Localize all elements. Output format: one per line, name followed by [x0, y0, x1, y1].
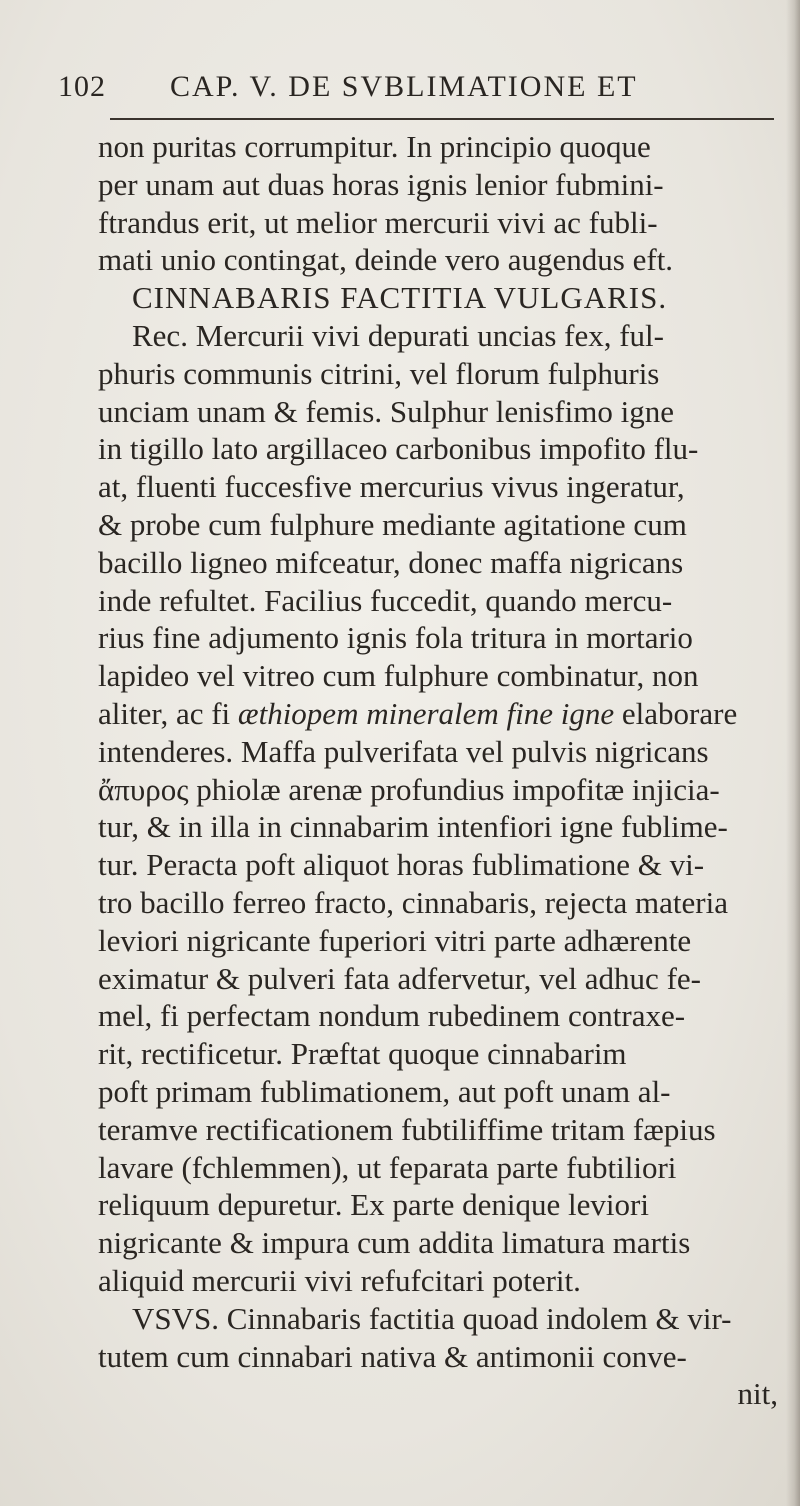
text-line: non puritas corrumpitur. In principio quoque	[98, 129, 651, 164]
text-line: lavare (fchlemmen), ut feparata parte fubtiliori	[98, 1149, 677, 1185]
italic-phrase: æthiopem mineralem fine igne	[237, 695, 615, 731]
text-line: eximatur & pulveri fata adfervetur, vel adhuc fe-	[98, 960, 701, 996]
page-number: 102	[58, 70, 106, 103]
text-line: ftrandus erit, ut melior mercurii vivi ac fubli-	[98, 204, 658, 240]
text-line: rit, rectificetur. Præftat quoque cinnabarim	[98, 1036, 627, 1072]
text-line: aliquid mercurii vivi refufcitari poterit.	[98, 1262, 581, 1298]
usus-line: VSVS. Cinnabaris factitia quoad indolem & vir-	[132, 1300, 732, 1336]
text-line: ἄπυρος phiolæ arenæ profundius impofitæ injicia-	[98, 771, 720, 807]
text-line-aethiops	[98, 695, 792, 733]
text-line: nigricante & impura cum addita limatura martis	[98, 1225, 691, 1261]
text-line: mel, fi perfectam nondum rubedinem contraxe-	[98, 998, 686, 1034]
text-line: rius fine adjumento ignis fola tritura in mortario	[98, 620, 693, 656]
text-line: mati unio contingat, deinde vero augendus eft.	[98, 242, 674, 278]
text-line: lapideo vel vitreo cum fulphure combinatur, non	[98, 658, 699, 694]
text-line: bacillo ligneo mifceatur, donec maffa nigricans	[98, 544, 684, 580]
catchword: nit,	[737, 1376, 778, 1412]
text-line: tur. Peracta poft aliquot horas fublimatione & vi-	[98, 847, 705, 883]
section-heading: CINNABARIS FACTITIA VULGARIS.	[132, 280, 668, 316]
running-head: CAP. V. DE SVBLIMATIONE ET	[170, 70, 638, 103]
text-line: at, fluenti fuccesfive mercurius vivus ingeratur,	[98, 469, 685, 505]
text-line: tro bacillo ferreo fracto, cinnabaris, rejecta materia	[98, 884, 728, 920]
text-run: elaborare	[614, 695, 738, 731]
text-line: teramve rectificationem fubtiliffime tritam fæpius	[98, 1111, 716, 1147]
text-line: in tigillo lato argillaceo carbonibus impofito flu-	[98, 431, 699, 467]
text-run: aliter, ac fi	[98, 695, 238, 731]
text-line: reliquum depuretur. Ex parte denique leviori	[98, 1187, 649, 1223]
text-line: tur, & in illa in cinnabarim intenfiori igne fublime-	[98, 809, 728, 845]
body-text	[98, 128, 792, 1413]
text-line: per unam aut duas horas ignis lenior fubmini-	[98, 166, 664, 202]
text-line: phuris communis citrini, vel florum fulphuris	[98, 355, 660, 391]
page-header	[58, 62, 768, 110]
usus-line: tutem cum cinnabari nativa & antimonii conve-	[98, 1338, 687, 1374]
text-line: leviori nigricante fuperiori vitri parte adhærente	[98, 922, 692, 958]
text-line: Rec. Mercurii vivi depurati uncias fex, ful-	[132, 317, 664, 353]
text-line: poft primam fublimationem, aut poft unam al-	[98, 1073, 671, 1109]
text-line: inde refultet. Facilius fuccedit, quando mercu-	[98, 582, 673, 618]
text-line: & probe cum fulphure mediante agitatione cum	[98, 506, 687, 542]
text-line: unciam unam & femis. Sulphur lenisfimo igne	[98, 393, 674, 429]
text-line: intenderes. Maffa pulverifata vel pulvis nigricans	[98, 733, 709, 769]
header-rule	[110, 118, 774, 120]
